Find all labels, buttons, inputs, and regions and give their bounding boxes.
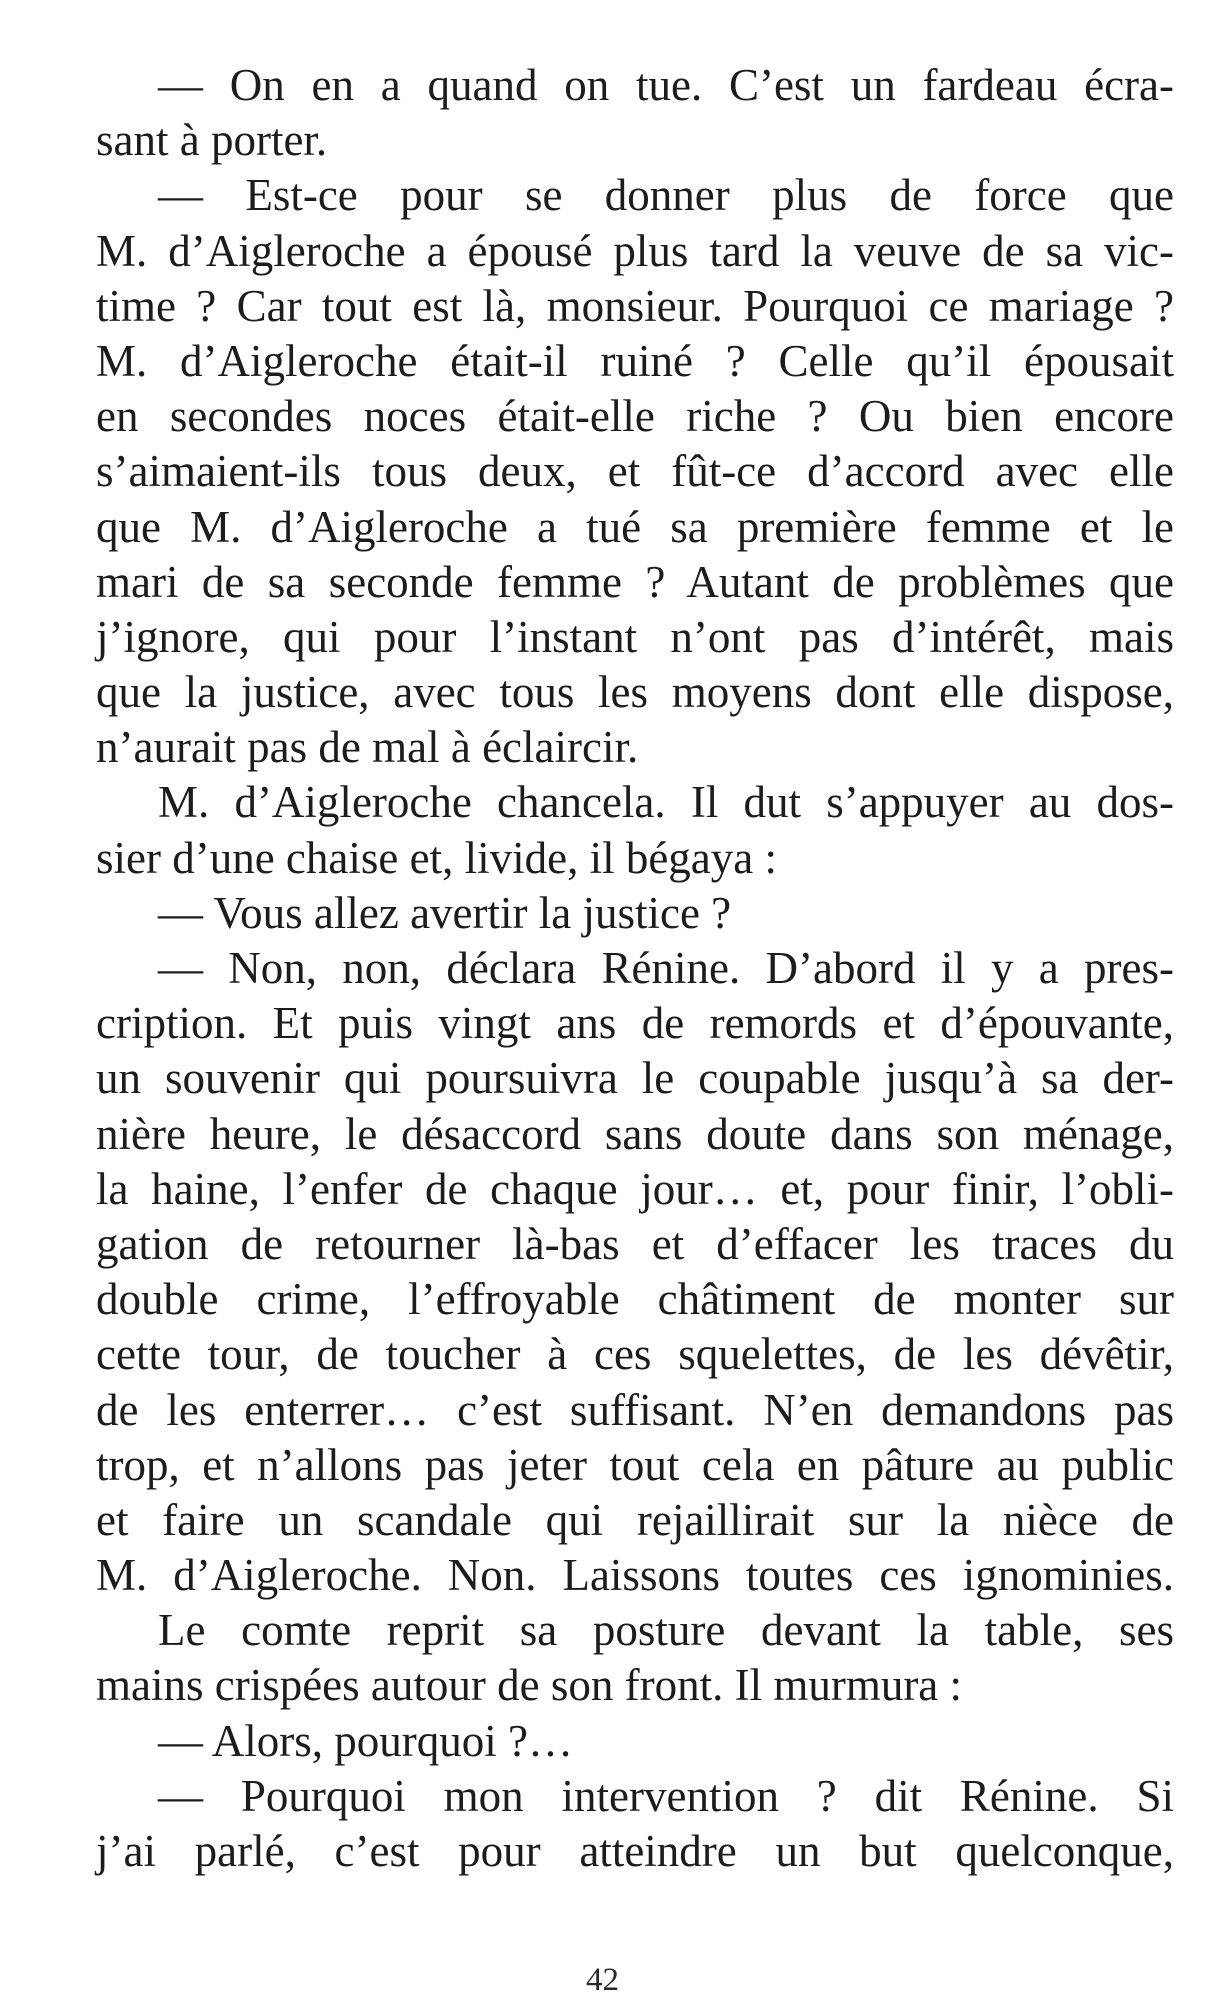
text-line: M. d’Aigleroche était-il ruiné ? Celle qu’il épousait: [96, 335, 1174, 386]
text-line: cription. Et puis vingt ans de remords et d’épouvante,: [96, 998, 1174, 1049]
text-line: gation de retourner là-bas et d’effacer les traces du: [96, 1218, 1174, 1269]
text-line: — Alors, pourquoi ?…: [158, 1715, 573, 1766]
text-line: nière heure, le désaccord sans doute dans son ménage,: [96, 1108, 1174, 1159]
page-number: 42: [586, 1962, 619, 1998]
text-line: M. d’Aigleroche a épousé plus tard la veuve de sa vic-: [96, 225, 1174, 276]
text-line: — Est-ce pour se donner plus de force que: [158, 170, 1174, 221]
text-line: mari de sa seconde femme ? Autant de problèmes que: [96, 556, 1174, 607]
text-line: que la justice, avec tous les moyens dont elle dispose,: [96, 667, 1174, 718]
text-line: trop, et n’allons pas jeter tout cela en pâture au public: [96, 1439, 1174, 1490]
text-line: j’ai parlé, c’est pour atteindre un but quelconque,: [96, 1826, 1174, 1876]
text-line: et faire un scandale qui rejaillirait sur la nièce de: [96, 1494, 1174, 1545]
text-line: — Vous allez avertir la justice ?: [158, 887, 732, 938]
text-line: en secondes noces était-elle riche ? Ou bien encore: [96, 391, 1174, 442]
text-line: Le comte reprit sa posture devant la table, ses: [158, 1605, 1174, 1656]
text-line: un souvenir qui poursuivra le coupable jusqu’à sa der-: [96, 1053, 1174, 1104]
text-line: sier d’une chaise et, livide, il bégaya :: [96, 832, 777, 883]
text-line: M. d’Aigleroche. Non. Laissons toutes ces ignominies.: [96, 1550, 1174, 1601]
body-text: [96, 58, 1174, 1879]
text-line: sant à porter.: [96, 115, 328, 166]
text-line: de les enterrer… c’est suffisant. N’en demandons pas: [96, 1384, 1174, 1435]
text-line: que M. d’Aigleroche a tué sa première femme et le: [96, 501, 1174, 552]
text-line: mains crispées autour de son front. Il murmura :: [96, 1660, 963, 1711]
text-line: j’ignore, qui pour l’instant n’ont pas d’intérêt, mais: [96, 611, 1174, 662]
text-line: la haine, l’enfer de chaque jour… et, pour finir, l’obli-: [96, 1163, 1174, 1214]
text-line: time ? Car tout est là, monsieur. Pourquoi ce mariage ?: [96, 280, 1174, 331]
text-line: M. d’Aigleroche chancela. Il dut s’appuyer au dos-: [158, 777, 1174, 828]
text-line: n’aurait pas de mal à éclaircir.: [96, 722, 639, 773]
text-line: double crime, l’effroyable châtiment de monter sur: [96, 1274, 1174, 1325]
text-line: cette tour, de toucher à ces squelettes, de les dévêtir,: [96, 1329, 1174, 1380]
text-line: — Non, non, déclara Rénine. D’abord il y a pres-: [158, 943, 1174, 993]
text-line: — On en a quand on tue. C’est un fardeau écra-: [158, 60, 1174, 110]
text-line: s’aimaient-ils tous deux, et fût-ce d’accord avec elle: [96, 446, 1174, 497]
text-line: — Pourquoi mon intervention ? dit Rénine. Si: [158, 1770, 1174, 1821]
